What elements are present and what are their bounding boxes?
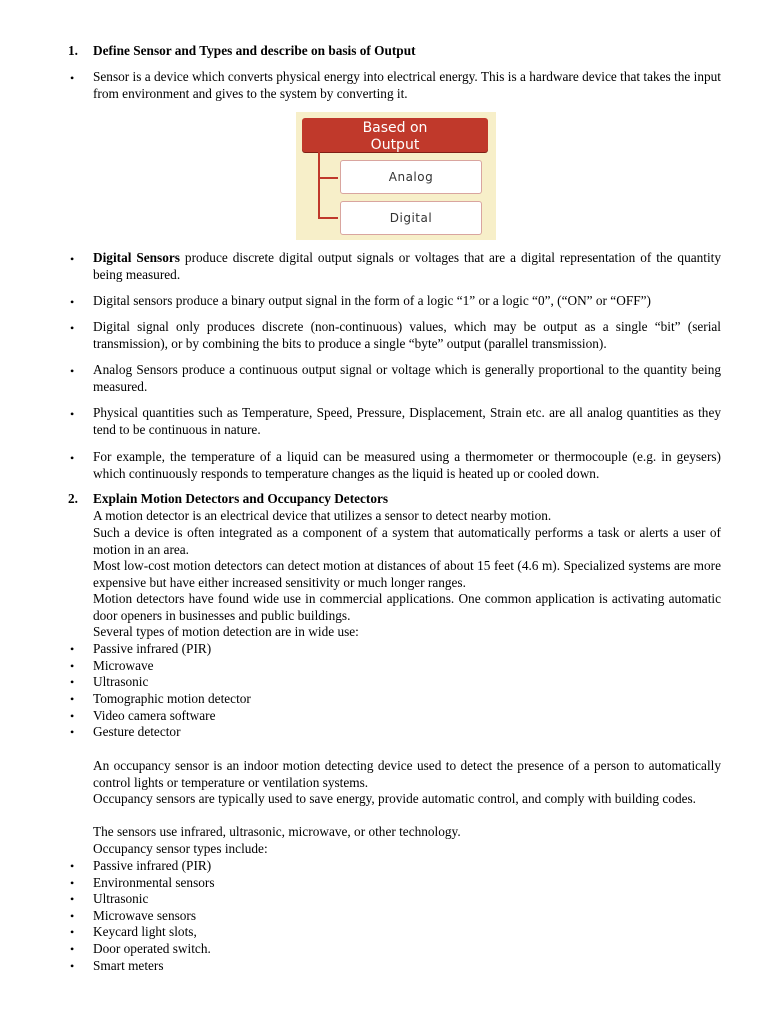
sensor-point: Physical quantities such as Temperature, Speed, Pressure, Displacement, Strain etc. are all analog quantities as they tend to be continuous in nature. <box>93 405 721 437</box>
occupancy-type-item: Smart meters <box>93 958 164 973</box>
bullet-glyph: • <box>70 859 75 873</box>
occupancy-paragraph: The sensors use infrared, ultrasonic, microwave, or other technology. <box>93 824 461 839</box>
bullet-glyph: • <box>70 942 75 956</box>
sensor-point: Analog Sensors produce a continuous output signal or voltage which is generally proportional to the quantity being measured. <box>93 362 721 394</box>
section-number: 2. <box>68 491 78 506</box>
sensor-point: Digital sensors produce a binary output signal in the form of a logic “1” or a logic “0”, (“ON” or “OFF”) <box>93 293 651 308</box>
diagram-root-line1: Based on <box>362 120 428 136</box>
diagram-root-line2: Output <box>370 137 420 153</box>
motion-type-item: Microwave <box>93 658 154 673</box>
motion-paragraph: Such a device is often integrated as a component of a system that automatically performs a task or alerts a user of motion in an area. <box>93 525 721 557</box>
bullet-glyph: • <box>70 642 75 656</box>
bullet-glyph: • <box>70 659 75 673</box>
bullet-glyph: • <box>70 725 75 739</box>
digital-sensors-point <box>93 250 721 283</box>
occupancy-paragraph: Occupancy sensors are typically used to save energy, provide automatic control, and comply with building codes. <box>93 791 696 806</box>
bullet-glyph: • <box>70 709 75 723</box>
motion-type-item: Video camera software <box>93 708 216 723</box>
section-title: Define Sensor and Types and describe on basis of Output <box>93 43 416 58</box>
occupancy-type-item: Microwave sensors <box>93 908 197 923</box>
occupancy-paragraph: Occupancy sensor types include: <box>93 841 268 856</box>
bullet-glyph: • <box>70 876 75 890</box>
bullet-glyph: • <box>70 675 75 689</box>
digital-sensors-desc: produce discrete digital output signals or voltages that are a digital representation of the quantity being measured. <box>93 250 721 282</box>
sensor-point: Digital signal only produces discrete (non-continuous) values, which may be output as a single “bit” (serial transmission), or by combining the bits to produce a single “byte” output (parallel transmission). <box>93 319 721 351</box>
diagram-connector <box>318 152 320 218</box>
output-types-diagram <box>296 112 496 240</box>
diagram-connector <box>318 217 338 219</box>
motion-paragraph: Most low-cost motion detectors can detect motion at distances of about 15 feet (4.6 m). Specialized systems are more expensive but have either increased sensitivity or much longer ranges. <box>93 558 721 590</box>
bullet-glyph: • <box>70 892 75 906</box>
motion-type-item: Ultrasonic <box>93 674 149 689</box>
sensor-definition: Sensor is a device which converts physical energy into electrical energy. This is a hardware device that takes the input from environment and gives to the system by converting it. <box>93 69 721 101</box>
occupancy-type-item: Door operated switch. <box>93 941 211 956</box>
motion-paragraph: A motion detector is an electrical device that utilizes a sensor to detect nearby motion. <box>93 508 552 523</box>
bullet-glyph: • <box>70 321 75 335</box>
motion-type-item: Passive infrared (PIR) <box>93 641 212 656</box>
bullet-glyph: • <box>70 692 75 706</box>
sensor-point: For example, the temperature of a liquid can be measured using a thermometer or thermocouple (e.g. in geysers) which continuously responds to temperature changes as the liquid is heated up or cooled down. <box>93 449 721 481</box>
bullet-glyph: • <box>70 909 75 923</box>
motion-paragraph: Several types of motion detection are in wide use: <box>93 624 359 639</box>
diagram-node-digital: Digital <box>340 201 482 235</box>
motion-paragraph: Motion detectors have found wide use in commercial applications. One common application is activating automatic door openers in businesses and public buildings. <box>93 591 721 623</box>
bullet-glyph: • <box>70 925 75 939</box>
bullet-glyph: • <box>70 451 75 465</box>
occupancy-type-item: Environmental sensors <box>93 875 215 890</box>
motion-type-item: Gesture detector <box>93 724 181 739</box>
occupancy-type-item: Ultrasonic <box>93 891 149 906</box>
bullet-glyph: • <box>70 252 75 266</box>
occupancy-type-item: Passive infrared (PIR) <box>93 858 212 873</box>
diagram-root-box <box>302 118 488 152</box>
section-number: 1. <box>68 43 78 58</box>
digital-sensors-term: Digital Sensors <box>93 250 180 265</box>
section-title: Explain Motion Detectors and Occupancy Detectors <box>93 491 389 506</box>
occupancy-type-item: Keycard light slots, <box>93 924 197 939</box>
motion-type-item: Tomographic motion detector <box>93 691 251 706</box>
bullet-glyph: • <box>70 295 75 309</box>
diagram-connector <box>318 177 338 179</box>
bullet-glyph: • <box>70 959 75 973</box>
occupancy-paragraph: An occupancy sensor is an indoor motion detecting device used to detect the presence of a person to automatically control lights or temperature or ventilation systems. <box>93 758 721 790</box>
bullet-glyph: • <box>70 364 75 378</box>
bullet-glyph: • <box>70 71 75 85</box>
bullet-glyph: • <box>70 407 75 421</box>
diagram-node-analog: Analog <box>340 160 482 194</box>
